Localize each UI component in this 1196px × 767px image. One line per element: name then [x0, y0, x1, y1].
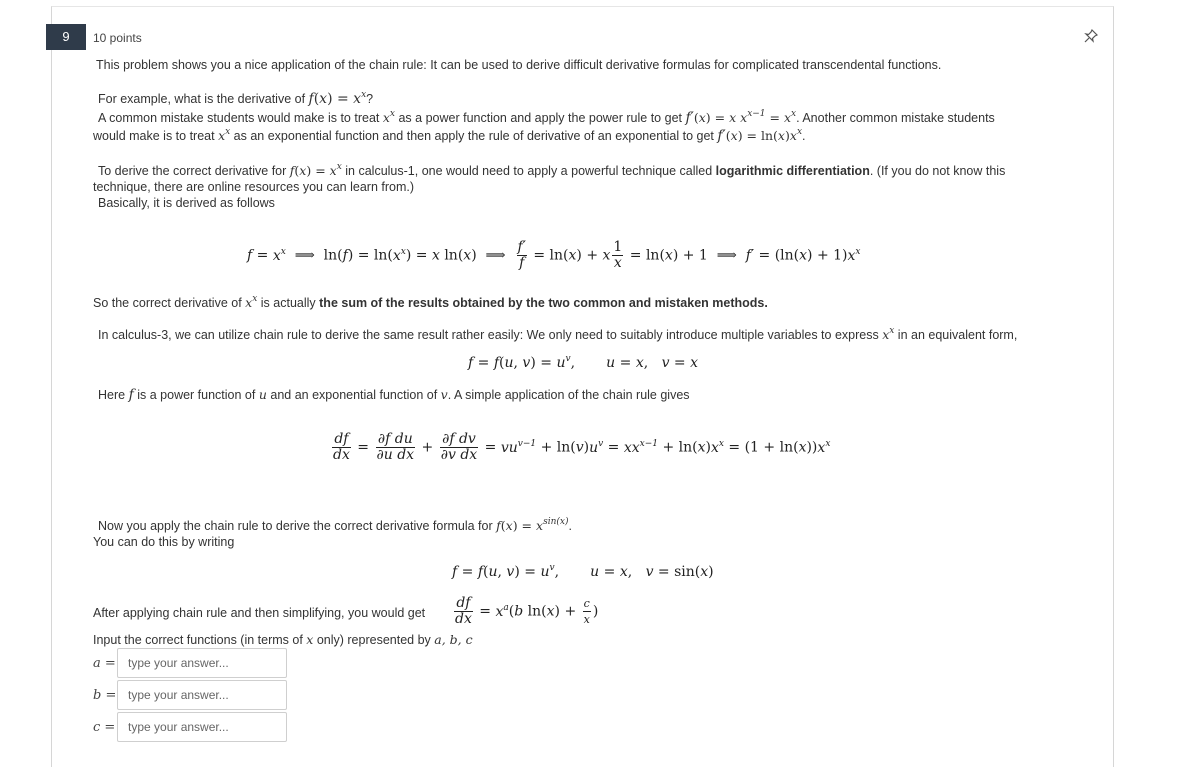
log-diff-equation: $f = x^x$ ⟹ $\ln(f) = \ln(x^x) = x$ ln(x) ⟹ $\frac{f'}{f}$ = ln(x) + x $\frac{1}{x}$ = ln(x) + 1 ⟹ $f' = (\ln(x) + 1)x^x$ — [247, 239, 861, 271]
calc3-line: In calculus-3, we can utilize chain rule to derive the same result rather easily: We only need to suitably introduce multiple variables to express $x^x$ in an equivalent form, — [98, 326, 1018, 342]
here-line: Here f is a power function of u and an exponential function of v. A simple application of the chain rule gives — [98, 387, 690, 403]
answer-c-label: c = — [93, 720, 116, 735]
mistake-line-1: A common mistake students would make is to treat $x^x$ as a power function and apply the power rule to get f′(x) = x $x^{x-1} = x^x$. Another common mistake students — [98, 109, 995, 126]
basically-line: Basically, it is derived as follows — [98, 196, 275, 210]
sum-line: So the correct derivative of $x^x$ is actually the sum of the results obtained by the two common and mistaken methods. — [93, 294, 768, 310]
after-line: After applying chain rule and then simplifying, you would get — [93, 606, 426, 620]
answer-a-label: a = — [93, 656, 116, 671]
substitution-equation-1: f = f(u, $v) = u^v$, u = x, v = x — [468, 354, 699, 371]
intro-text: This problem shows you a nice application of the chain rule: It can be used to derive difficult derivative formulas for complicated transcendental functions. — [96, 58, 942, 72]
example-line: For example, what is the derivative of $f(x) = x^x$? — [98, 90, 374, 107]
answer-b-label: b = — [93, 688, 117, 703]
mistake-line-2: would make is to treat $x^x$ as an exponential function and then apply the rule of derivative of an exponential to get $f'(x) = \ln(x)x^x$. — [93, 127, 806, 144]
chain-rule-equation: $\frac{df}{dx}$ = $\frac{\text{∂f du}}{\text{∂u dx}}$ + $\frac{\text{∂f dv}}{\text{∂v dx}}$ = $vu^{v-1} + \ln(v)u^v = xx^{x-1} + \ln(x)x^x = (1 + \ln(x))x^x$ — [333, 431, 831, 463]
question-number-badge: 9 — [46, 24, 86, 50]
result-equation: $\frac{df}{dx}$ = $x^a(b$ ln(x) + $\frac{c}{x}$ ) — [455, 595, 599, 627]
answer-c-input[interactable] — [117, 712, 287, 742]
pin-icon[interactable] — [1083, 28, 1099, 44]
answer-a-input[interactable] — [117, 648, 287, 678]
derive-line-1: To derive the correct derivative for $f(x) = x^x$ in calculus-1, one would need to apply a powerful technique called logarithmic differentiation. (If you do not know this — [98, 162, 1006, 178]
input-instruction: Input the correct functions (in terms of x only) represented by a, b, c — [93, 632, 473, 647]
substitution-equation-2: f = f(u, $v) = u^v$, u = x, v = sin(x) — [452, 563, 714, 580]
now-line: Now you apply the chain rule to derive the correct derivative formula for $f(x) = x^{sin(x)}$. — [98, 517, 572, 533]
answer-b-input[interactable] — [117, 680, 287, 710]
derive-line-2: technique, there are online resources you can learn from.) — [93, 180, 415, 194]
cando-line: You can do this by writing — [93, 535, 235, 549]
question-points: 10 points — [93, 31, 142, 45]
